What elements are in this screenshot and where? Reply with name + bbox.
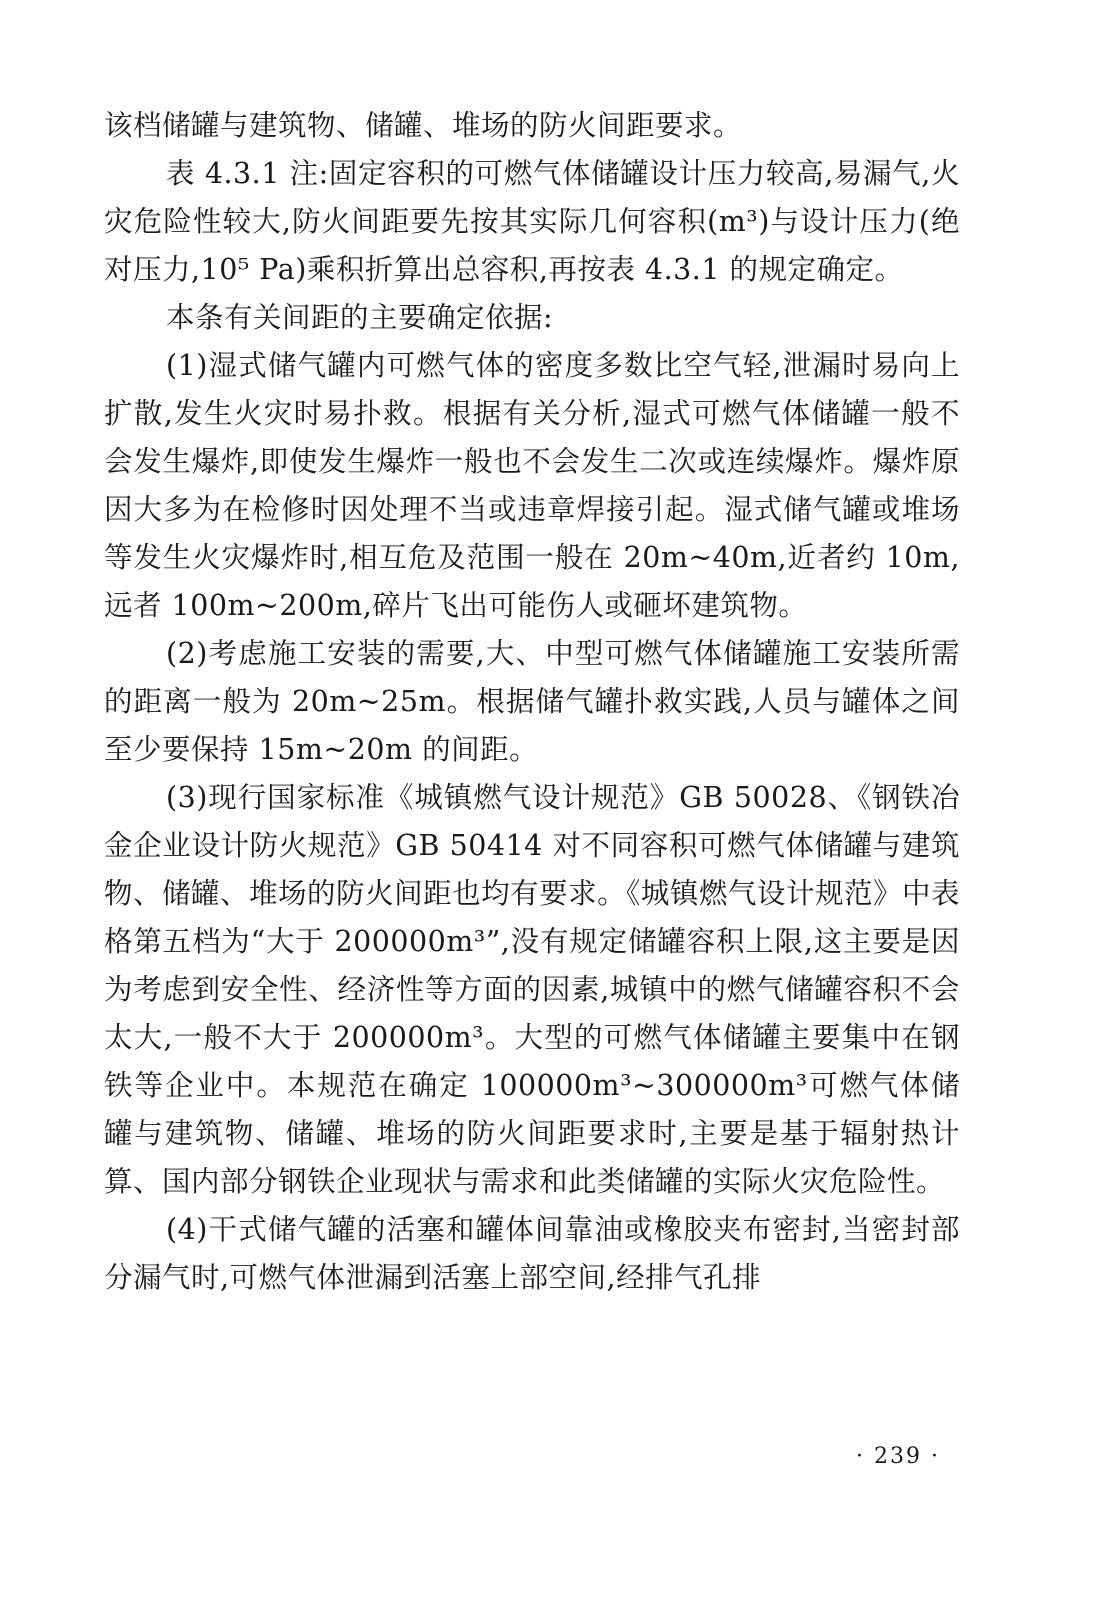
page-number: · 239 · [856,1444,940,1469]
body-text [104,102,960,1302]
paragraph-item-1: (1)湿式储气罐内可燃气体的密度多数比空气轻,泄漏时易向上扩散,发生火灾时易扑救。根据有关分析,湿式可燃气体储罐一般不会发生爆炸,即使发生爆炸一般也不会发生二次或连续爆炸。爆炸原因大多为在检修时因处理不当或违章焊接引起。湿式储气罐或堆场等发生火灾爆炸时,相互危及范围一般在 20m~40m,近者约 10m,远者 100m~200m,碎片飞出可能伤人或砸坏建筑物。 [104,349,960,622]
paragraph-item-4: (4)干式储气罐的活塞和罐体间靠油或橡胶夹布密封,当密封部分漏气时,可燃气体泄漏到活塞上部空间,经排气孔排 [104,1213,960,1294]
paragraph-item-2: (2)考虑施工安装的需要,大、中型可燃气体储罐施工安装所需的距离一般为 20m~25m。根据储气罐扑救实践,人员与罐体之间至少要保持 15m~20m 的间距。 [104,637,960,766]
paragraph-basis-intro: 本条有关间距的主要确定依据: [166,301,554,334]
paragraph-table-note: 表 4.3.1 注:固定容积的可燃气体储罐设计压力较高,易漏气,火灾危险性较大,防火间距要先按其实际几何容积(m³)与设计压力(绝对压力,10⁵ Pa)乘积折算出总容积,再按表 4.3.1 的规定确定。 [104,157,960,286]
paragraph-continuation: 该档储罐与建筑物、储罐、堆场的防火间距要求。 [104,109,743,142]
paragraph-item-3: (3)现行国家标准《城镇燃气设计规范》GB 50028、《钢铁冶金企业设计防火规范》GB 50414 对不同容积可燃气体储罐与建筑物、储罐、堆场的防火间距也均有要求。《城镇燃气设计规范》中表格第五档为“大于 200000m³”,没有规定储罐容积上限,这主要是因为考虑到安全性、经济性等方面的因素,城镇中的燃气储罐容积不会太大,一般不大于 200000m³。大型的可燃气体储罐主要集中在钢铁等企业中。本规范在确定 100000m³~300000m³可燃气体储罐与建筑物、储罐、堆场的防火间距要求时,主要是基于辐射热计算、国内部分钢铁企业现状与需求和此类储罐的实际火灾危险性。 [104,781,960,1198]
